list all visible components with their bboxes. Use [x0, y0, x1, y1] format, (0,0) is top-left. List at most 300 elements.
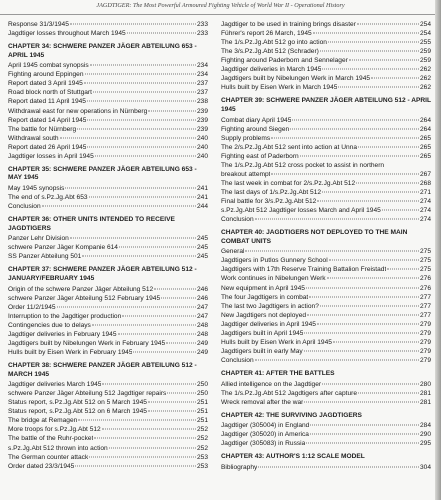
toc-entry	[221, 389, 431, 398]
dot-leader	[75, 465, 196, 466]
toc-page-number: 284	[419, 422, 431, 430]
dot-leader	[358, 392, 419, 393]
toc-page-number: 253	[196, 453, 208, 461]
toc-page-number: 290	[419, 431, 431, 439]
dot-leader	[92, 324, 196, 325]
toc-entry	[221, 161, 431, 170]
dot-leader	[42, 206, 196, 207]
toc-entry	[8, 416, 208, 425]
dot-leader	[358, 146, 419, 147]
toc-entry	[221, 74, 431, 83]
toc-entry-title: Jagdtiger deliveries in March 1945	[221, 66, 322, 74]
toc-page-number: 281	[419, 389, 431, 397]
toc-page-number: 262	[419, 75, 431, 83]
dot-leader	[329, 260, 419, 261]
toc-page-number: 241	[196, 184, 208, 192]
dot-leader	[333, 341, 419, 342]
dot-leader	[119, 247, 196, 248]
toc-entry	[221, 421, 431, 430]
toc-entry	[221, 179, 431, 188]
toc-page-number: 267	[419, 170, 431, 178]
toc-entry-title: Fighting around Siegen	[221, 125, 290, 133]
toc-page-number: 240	[196, 152, 208, 160]
toc-entry-title: breakout attempt	[221, 170, 271, 178]
dot-leader	[148, 411, 196, 412]
dot-leader	[309, 296, 419, 297]
toc-entry	[8, 348, 208, 357]
dot-leader	[122, 315, 196, 316]
toc-entry	[8, 398, 208, 407]
toc-page-number: 246	[196, 285, 208, 293]
toc-entry-title: Jagdtigers built by Nibelungen Werk in March 1945	[221, 75, 371, 83]
toc-entry-title: Road block north of Stuttgart	[8, 89, 92, 97]
toc-page-number: 264	[419, 116, 431, 124]
toc-entry-title: schwere Panzer Jäger Kompanie 614	[8, 244, 118, 252]
toc-entry	[221, 65, 431, 74]
toc-entry-title: Jagdtiger deliveries in April 1945	[221, 320, 316, 328]
toc-entry-title: Supply problems	[221, 134, 271, 142]
toc-entry-title: Fighting around Eppingen	[8, 71, 84, 79]
toc-entry	[221, 215, 431, 224]
toc-entry	[8, 380, 208, 389]
toc-page-number: 264	[419, 125, 431, 133]
toc-entry-title: Jagdtigers built in April 1945	[221, 329, 304, 337]
dot-leader	[87, 101, 196, 102]
dot-leader	[57, 306, 196, 307]
toc-page-number: 244	[196, 203, 208, 211]
toc-page-number: 250	[196, 390, 208, 398]
toc-entry-title: The four Jagdtigers in combat	[221, 293, 309, 301]
toc-entry-title: Hulls built by Eisen Werk in March 1945	[221, 84, 338, 92]
dot-leader	[300, 155, 419, 156]
dot-leader	[338, 87, 419, 88]
toc-entry	[8, 252, 208, 261]
dot-leader	[109, 447, 196, 448]
toc-entry	[221, 125, 431, 134]
running-header: JAGDTIGER: The Most Powerful Armoured Fighting Vehicle of World War II - Operational History	[0, 0, 441, 15]
toc-entry-title: Withdrawal east for new operations in Nürnberg	[8, 107, 148, 115]
toc-entry-title: May 1945 synopsis	[8, 184, 65, 192]
toc-entry-title: More troops for s.Pz.Jg.Abt 512	[8, 426, 101, 434]
toc-entry	[221, 29, 431, 38]
toc-page-number: 253	[196, 462, 208, 470]
toc-entry	[221, 293, 431, 302]
toc-entry-title: Jagdtiger to be used in training brings disaster	[221, 21, 356, 28]
toc-entry-title: The 1/s.Pz.Jg.Abt 512 Jagdtigers after capture	[221, 389, 357, 397]
toc-page-number: 249	[196, 348, 208, 356]
toc-page-number: 240	[196, 134, 208, 142]
toc-entry-title: Status report, s.Pz.Jg.Abt 512 on 5 March 1945	[8, 399, 147, 407]
toc-entry-title: Jagdtiger (305004) in England	[221, 422, 310, 430]
toc-entry	[8, 70, 208, 79]
toc-entry	[8, 425, 208, 434]
dot-leader	[255, 359, 419, 360]
dot-leader	[382, 210, 419, 211]
toc-page-number: 239	[196, 116, 208, 124]
toc-page-number: 259	[419, 57, 431, 65]
toc-entry	[221, 329, 431, 338]
toc-entry	[221, 206, 431, 215]
toc-entry-title: Report dated 11 April 1945	[8, 98, 86, 106]
toc-page-number: 251	[196, 408, 208, 416]
toc-page-number: 247	[196, 303, 208, 311]
toc-entry	[8, 434, 208, 443]
toc-page-number: 247	[196, 312, 208, 320]
dot-leader	[70, 238, 196, 239]
toc-entry	[8, 116, 208, 125]
toc-page-number: 252	[196, 435, 208, 443]
dot-leader	[357, 24, 419, 25]
toc-page-number: 279	[419, 320, 431, 328]
toc-entry	[8, 330, 208, 339]
dot-leader	[317, 200, 419, 201]
toc-entry	[221, 56, 431, 65]
dot-leader	[90, 65, 196, 66]
toc-entry-title: Conclusion	[221, 216, 254, 224]
toc-entry-title: The last week in combat for 2/s.Pz.Jg.Abt 512	[221, 179, 356, 187]
toc-entry-title: Final battle for 3/s.Pz.Jg.Abt 512	[221, 197, 317, 205]
toc-entry	[8, 88, 208, 97]
toc-entry-title: April 1945 combat synopsis	[8, 62, 89, 70]
dot-leader	[161, 297, 196, 298]
toc-page-number: 252	[196, 426, 208, 434]
toc-entry-title: Report dated 3 April 1945	[8, 80, 83, 88]
toc-page-number: 274	[419, 207, 431, 215]
dot-leader	[77, 128, 196, 129]
dot-leader	[87, 146, 196, 147]
toc-entry	[8, 453, 208, 462]
toc-entry-title: s.Pz.Jg.Abt 512 Jagdtiger losses March and April 1945	[221, 207, 381, 215]
toc-entry-title: Order dated 23/3/1945	[8, 462, 75, 470]
toc-entry-title: Jagdtigers in Putlos Gunnery School	[221, 257, 328, 265]
toc-page-number: 240	[196, 143, 208, 151]
toc-page-number: 279	[419, 356, 431, 364]
toc-entry-title: s.Pz.Jg.Abt 512 thrown into action	[8, 444, 108, 452]
toc-entry	[221, 188, 431, 197]
toc-entry	[8, 285, 208, 294]
toc-page-number: 245	[196, 235, 208, 243]
dot-leader	[356, 182, 419, 183]
toc-entry-title: Jagdtigers with 17th Reserve Training Battalion Freistadt	[221, 266, 387, 274]
dot-leader	[349, 60, 419, 61]
toc-entry-title: New Jagdtigers not deployed	[221, 311, 307, 319]
toc-page-number: 245	[196, 253, 208, 261]
toc-entry	[8, 444, 208, 453]
toc-entry	[8, 125, 208, 134]
toc-page-number: 275	[419, 266, 431, 274]
toc-page-number: 238	[196, 98, 208, 106]
toc-entry-title: Hulls built by Eisen Werk in February 1945	[8, 348, 133, 356]
toc-entry-title: Jagdtiger losses throughout March 1945	[8, 30, 126, 38]
dot-leader	[118, 333, 196, 334]
toc-entry-title: Jagdtiger deliveries in February 1945	[8, 330, 117, 338]
dot-leader	[304, 350, 419, 351]
toc-page-number: 234	[196, 62, 208, 70]
toc-page-number: 279	[419, 347, 431, 355]
dot-leader	[322, 383, 419, 384]
toc-page-number: 248	[196, 321, 208, 329]
toc-entry-title: The 1/s.Pz.Jg.Abt 512 go into action	[221, 39, 327, 47]
dot-leader	[127, 33, 196, 34]
toc-entry	[221, 256, 431, 265]
toc-page-number: 251	[196, 399, 208, 407]
toc-entry	[221, 265, 431, 274]
toc-entry-title: The German counter attack	[8, 453, 89, 461]
toc-entry	[8, 462, 208, 471]
dot-leader	[70, 24, 196, 25]
toc-page-number: 262	[419, 66, 431, 74]
toc-entry-title: The 2/s.Pz.Jg.Abt 512 sent into action at Unna	[221, 143, 357, 151]
dot-leader	[320, 305, 419, 306]
dot-leader	[78, 420, 196, 421]
toc-entry	[8, 29, 208, 38]
dot-leader	[307, 314, 419, 315]
dot-leader	[102, 429, 196, 430]
dot-leader	[60, 137, 196, 138]
toc-entry	[221, 311, 431, 320]
toc-entry-title: Withdrawal south	[8, 134, 59, 142]
toc-entry-title: Conclusion	[8, 203, 41, 211]
toc-entry	[221, 347, 431, 356]
toc-entry	[221, 20, 431, 29]
toc-entry	[221, 356, 431, 365]
toc-page-number: 254	[419, 21, 431, 28]
chapter-heading: CHAPTER 37: SCHWERE PANZER JÄGER ABTEILUNG 512 - JANUARY/FEBRUARY 1945	[8, 266, 197, 283]
toc-entry	[221, 274, 431, 283]
dot-leader	[322, 69, 419, 70]
toc-entry-title: Jagdtiger deliveries March 1945	[8, 381, 102, 389]
chapter-heading: CHAPTER 35: SCHWERE PANZER JÄGER ABTEILUNG 653 - MAY 1945	[8, 165, 197, 182]
toc-entry-title: Fighting east of Paderborn	[221, 152, 299, 160]
toc-page-number: 262	[419, 84, 431, 92]
dot-leader	[85, 74, 196, 75]
toc-entry	[221, 47, 431, 56]
toc-entry-title: Interruption to the Jagdtiger production	[8, 312, 122, 320]
toc-entry	[8, 143, 208, 152]
toc-page-number: 249	[196, 339, 208, 347]
dot-leader	[292, 119, 419, 120]
dot-leader	[84, 83, 196, 84]
toc-entry-title: Wreck removal after the war	[221, 398, 304, 406]
chapter-heading: CHAPTER 39: SCHWERE PANZER JÄGER ABTEILUNG 512 - APRIL 1945	[221, 97, 431, 113]
toc-entry-title: Fighting around Paderborn and Sennelager	[221, 57, 348, 65]
toc-entry-title: SS Panzer Abteilung 501	[8, 253, 82, 261]
dot-leader	[304, 332, 419, 333]
toc-entry	[8, 20, 208, 29]
toc-entry-title: Combat diary April 1945	[221, 116, 292, 124]
dot-leader	[87, 119, 196, 120]
dot-leader	[148, 402, 196, 403]
toc-entry	[8, 61, 208, 70]
toc-entry-title: Report dated 26 April 1945	[8, 143, 87, 151]
toc-page-number: 252	[196, 444, 208, 452]
toc-entry-title: Report dated 14 April 1945	[8, 116, 87, 124]
dot-leader	[320, 51, 419, 52]
toc-page-number: 268	[419, 179, 431, 187]
chapter-heading: CHAPTER 43: AUTHOR'S 1:12 SCALE MODEL	[221, 453, 365, 461]
toc-entry-title: The last two Jagdtigers in action?	[221, 302, 319, 310]
toc-page-number: 237	[196, 89, 208, 97]
toc-entry-title: Bibliography	[221, 463, 258, 471]
toc-page-number: 279	[419, 329, 431, 337]
toc-page-number: 304	[419, 463, 431, 471]
toc-entry	[221, 197, 431, 206]
dot-leader	[154, 288, 196, 289]
toc-entry-title: schwere Panzer Jäger Abteilung 512 Jagdtiger repairs	[8, 390, 167, 398]
toc-page-number: 275	[419, 257, 431, 265]
toc-entry-title: Contingencies due to delays	[8, 321, 91, 329]
dot-leader	[317, 323, 419, 324]
toc-entry	[221, 338, 431, 347]
toc-entry	[221, 398, 431, 407]
toc-page-number: 280	[419, 380, 431, 388]
toc-page-number: 277	[419, 311, 431, 319]
dot-leader	[310, 434, 419, 435]
toc-entry	[221, 463, 431, 472]
dot-leader	[133, 351, 196, 352]
toc-entry-title: The battle of the Ruhr-pocket	[8, 435, 94, 443]
toc-entry	[221, 284, 431, 293]
toc-page-number: 239	[196, 107, 208, 115]
toc-entry	[8, 152, 208, 161]
toc-entry-title: The bridge at Remagen	[8, 417, 78, 425]
chapter-heading: CHAPTER 42: THE SURVIVING JAGDTIGERS	[221, 411, 362, 419]
toc-entry	[8, 202, 208, 211]
toc-entry-title: The last days of 1/s.Pz.Jg.Abt 512	[221, 188, 322, 196]
toc-entry	[221, 380, 431, 389]
toc-entry-title: Jagdtiger losses in April 1945	[8, 152, 94, 160]
dot-leader	[387, 269, 419, 270]
toc-right-column	[221, 20, 431, 472]
toc-entry	[221, 116, 431, 125]
toc-entry	[221, 143, 431, 152]
toc-entry	[221, 170, 431, 179]
toc-page-number: 276	[419, 275, 431, 283]
chapter-heading: CHAPTER 36: OTHER UNITS INTENDED TO RECEIVE JAGDTIGERS	[8, 216, 175, 232]
toc-entry-title: The end of s.Pz.Jg.Abt 653	[8, 194, 88, 202]
dot-leader	[148, 110, 196, 111]
dot-leader	[89, 197, 196, 198]
toc-entry-title: Status report, s.Pz.Jg.Abt 512 on 6 March 1945	[8, 408, 147, 416]
toc-entry	[8, 243, 208, 252]
toc-page-number: 275	[419, 248, 431, 256]
toc-entry-title: Panzer Lehr Division	[8, 235, 69, 243]
toc-page-number: 295	[419, 440, 431, 448]
toc-entry-title: Response 31/3/1945	[8, 21, 69, 28]
toc-page-number: 281	[419, 398, 431, 406]
toc-entry-title: Allied intelligence on the Jagdtiger	[221, 380, 322, 388]
toc-page-number: 271	[419, 188, 431, 196]
dot-leader	[245, 251, 419, 252]
toc-entry	[8, 134, 208, 143]
chapter-heading: CHAPTER 40: JAGDTIGERS NOT DEPLOYED TO THE MAIN COMBAT UNITS	[221, 229, 408, 245]
dot-leader	[271, 173, 419, 174]
toc-entry	[221, 439, 431, 448]
toc-entry-title: schwere Panzer Jäger Abteilung 512 February 1945	[8, 294, 161, 302]
toc-left-column	[8, 20, 208, 471]
toc-entry	[8, 339, 208, 348]
toc-page-number: 265	[419, 143, 431, 151]
dot-leader	[304, 401, 419, 402]
book-spine-edge	[435, 0, 441, 500]
toc-entry-title: New equipment in April 1945	[221, 284, 305, 292]
dot-leader	[94, 438, 196, 439]
toc-entry	[8, 303, 208, 312]
dot-leader	[255, 219, 419, 220]
toc-entry	[8, 389, 208, 398]
chapter-heading: CHAPTER 34: SCHWERE PANZER JÄGER ABTEILUNG 653 - APRIL 1945	[8, 43, 197, 59]
toc-entry	[8, 407, 208, 416]
toc-entry-title: Origin of the schwere Panzer Jäger Abteilung 512	[8, 285, 154, 293]
dot-leader	[166, 342, 196, 343]
toc-page-number: 276	[419, 284, 431, 292]
toc-page-number: 248	[196, 330, 208, 338]
toc-page-number: 246	[196, 294, 208, 302]
dot-leader	[82, 256, 196, 257]
toc-entry	[221, 152, 431, 161]
toc-entry-title: Jagdtigers built in early May	[221, 347, 303, 355]
toc-page-number: 277	[419, 302, 431, 310]
chapter-heading: CHAPTER 38: SCHWERE PANZER JÄGER ABTEILUNG 512 - MARCH 1945	[8, 362, 197, 378]
dot-leader	[306, 443, 419, 444]
toc-entry	[8, 97, 208, 106]
toc-page-number: 265	[419, 152, 431, 160]
dot-leader	[167, 393, 196, 394]
toc-entry	[8, 184, 208, 193]
toc-page-number: 274	[419, 216, 431, 224]
toc-page-number: 250	[196, 381, 208, 389]
dot-leader	[93, 92, 196, 93]
toc-entry-title: The 3/s.Pz.Jg.Abt 512 (Schrader)	[221, 48, 319, 56]
dot-leader	[258, 466, 419, 467]
toc-entry	[8, 321, 208, 330]
toc-entry	[8, 312, 208, 321]
dot-leader	[102, 384, 196, 385]
dot-leader	[313, 33, 419, 34]
toc-entry-title: General	[221, 248, 245, 256]
toc-entry	[221, 134, 431, 143]
dot-leader	[65, 187, 196, 188]
dot-leader	[310, 425, 419, 426]
toc-page-number: 233	[196, 21, 208, 28]
toc-page-number: 241	[196, 194, 208, 202]
toc-page-number: 251	[196, 417, 208, 425]
toc-entry-title: The battle for Nürnberg	[8, 125, 77, 133]
toc-entry	[8, 234, 208, 243]
toc-entry	[221, 430, 431, 439]
toc-entry	[8, 193, 208, 202]
toc-entry-title: Jagdtigers built by Nibelungen Werk in February 1945	[8, 339, 166, 347]
dot-leader	[89, 456, 196, 457]
dot-leader	[271, 137, 419, 138]
toc-page-number: 259	[419, 48, 431, 56]
dot-leader	[327, 278, 419, 279]
toc-page-number: 237	[196, 80, 208, 88]
toc-page-number: 279	[419, 338, 431, 346]
toc-entry-title: Work continues in Nibelungen Werk	[221, 275, 326, 283]
dot-leader	[371, 78, 419, 79]
toc-page-number: 234	[196, 71, 208, 79]
toc-page-number: 254	[419, 30, 431, 38]
toc-page-number: 239	[196, 125, 208, 133]
dot-leader	[306, 287, 419, 288]
toc-page-number: 274	[419, 197, 431, 205]
toc-entry-title: Jagdtiger (305083) in Russia	[221, 440, 306, 448]
dot-leader	[322, 191, 419, 192]
toc-entry-title: The 1/s.Pz.Jg.Abt 512 cross pocket to assist in northern	[221, 161, 385, 169]
dot-leader	[95, 155, 196, 156]
toc-entry	[8, 294, 208, 303]
